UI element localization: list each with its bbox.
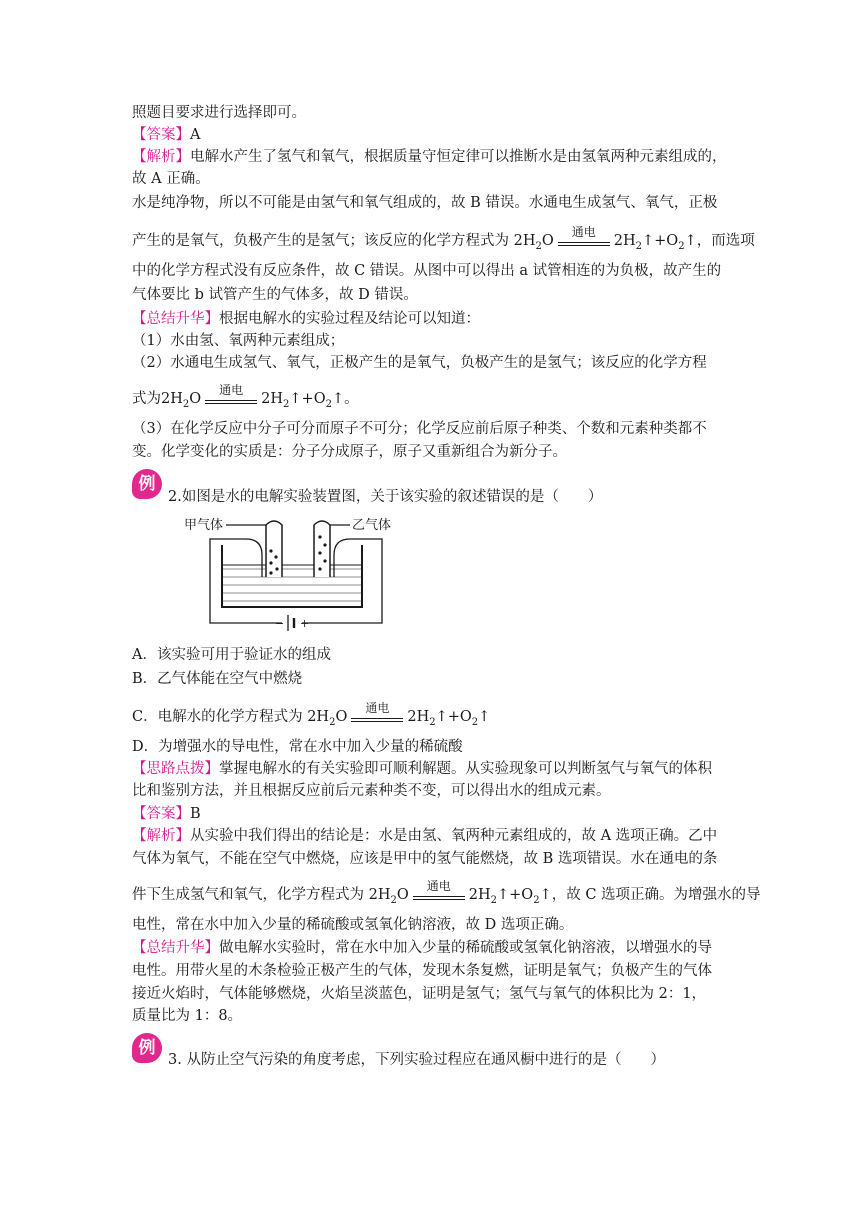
condition-label: 通电 <box>571 225 596 239</box>
text: C．电解水的化学方程式为 2H <box>132 709 330 725</box>
text-line: 故 A 正确。 <box>132 171 210 187</box>
text-line: （3）在化学反应中分子可分而原子不可分；化学反应前后原子种类、个数和元素种类都不 <box>132 421 707 437</box>
text-line: 电性，常在水中加入少量的稀硫酸或氢氧化钠溶液，故 D 选项正确。 <box>132 917 574 933</box>
text: 2H <box>613 233 636 249</box>
condition-label: 通电 <box>365 701 390 715</box>
text-line: 中的化学方程式没有反应条件，故 C 错误。从图中可以得出 a 试管相连的为负极，故产生的 <box>132 263 722 279</box>
gas-a-label: 甲气体 <box>184 518 224 533</box>
option-d: D．为增强水的导电性，常在水中加入少量的稀硫酸 <box>132 739 463 755</box>
summary-tag: 【总结升华】 <box>132 940 219 956</box>
example-badge-icon: 例 <box>132 469 162 499</box>
analysis-text: 电解水产生了氢气和氧气，根据质量守恒定律可以推断水是由氢氧两种元素组成的， <box>190 149 727 165</box>
text: 件下生成氢气和氧气，化学方程式为 2H <box>132 887 391 903</box>
summary-line <box>132 939 712 957</box>
analysis-tag: 【解析】 <box>132 828 190 844</box>
text-line: 气体要比 b 试管产生的气体多，故 D 错误。 <box>132 287 418 303</box>
option-b: B．乙气体能在空气中燃烧 <box>132 671 303 687</box>
summary-text: 做电解水实验时，常在水中加入少量的稀硫酸或氢氧化钠溶液，以增强水的导 <box>219 940 712 956</box>
text-line: 照题目要求进行选择即可。 <box>132 105 306 121</box>
option-a: A．该实验可用于验证水的组成 <box>132 647 331 663</box>
svg-text:−: − <box>275 617 285 630</box>
text-line: （1）水由氢、氧两种元素组成； <box>132 333 345 349</box>
summary-text: 根据电解水的实验过程及结论可以知道： <box>219 311 480 327</box>
text-line: 水是纯净物，所以不可能是由氢气和氧气组成的，故 B 错误。水通电生成氢气、氧气，正极 <box>132 195 718 211</box>
hint-line <box>132 760 712 778</box>
hint-tag: 【思路点拨】 <box>132 761 219 777</box>
option-c: C．电解水的化学方程式为 $2H_2O$ 通电 $2H_2↑+O_2↑$ <box>132 702 490 732</box>
equation-line: 式为$2H_2O$ 通电 $2H_2↑+O_2↑$。 <box>132 384 359 414</box>
text-line: 接近火焰时，气体能够燃烧，火焰呈淡蓝色，证明是氢气；氢气与氧气的体积比为 2：1， <box>132 986 707 1002</box>
reaction-arrow <box>413 880 465 910</box>
equation-line: 产生的是氧气，负极产生的是氢气；该反应的化学方程式为 $2H_2O$ 通电 $2H_2↑+O_2↑$，而选项 <box>132 226 755 256</box>
text-line: 比和鉴别方法，并且根据反应前后元素种类不变，可以得出水的组成元素。 <box>132 783 611 799</box>
answer-line <box>132 126 200 144</box>
summary-tag: 【总结升华】 <box>132 311 219 327</box>
hint-text: 掌握电解水的有关实验即可顺利解题。从实验现象可以判断氢气与氧气的体积 <box>219 761 712 777</box>
text-line: 气体为氧气，不能在空气中燃烧，应该是甲中的氢气能燃烧，故 B 选项错误。水在通电的条 <box>132 851 718 867</box>
condition-label: 通电 <box>219 383 244 397</box>
reaction-arrow <box>558 226 610 256</box>
text: ↑，故 C 选项正确。为增强水的导 <box>539 887 761 903</box>
text: ↑。 <box>331 391 359 407</box>
answer-line <box>132 805 201 823</box>
text: 产生的是氧气，负极产生的是氢气；该反应的化学方程式为 2H <box>132 233 536 249</box>
reaction-arrow <box>205 384 257 414</box>
text: ↑+O <box>642 233 679 249</box>
analysis-tag: 【解析】 <box>132 149 190 165</box>
answer-tag: 【答案】 <box>132 127 190 143</box>
text-line: 变。化学变化的实质是：分子分成原子，原子又重新组合为新分子。 <box>132 444 567 460</box>
question-stem: 2.如图是水的电解实验装置图，关于该实验的叙述错误的是（ ） <box>168 489 603 505</box>
analysis-line <box>132 827 717 845</box>
condition-label: 通电 <box>426 879 451 893</box>
answer-tag: 【答案】 <box>132 806 190 822</box>
summary-line <box>132 310 480 328</box>
electrolysis-diagram <box>182 515 412 635</box>
analysis-text: 从实验中我们得出的结论是：水是由氢、氧两种元素组成的，故 A 选项正确。乙中 <box>190 828 718 844</box>
svg-text:+: + <box>300 617 310 630</box>
text-line: （2）水通电生成氢气、氧气，正极产生的是氧气，负极产生的是氢气；该反应的化学方程 <box>132 355 707 371</box>
answer-value: A <box>190 127 201 143</box>
text-line: 质量比为 1：8。 <box>132 1008 243 1024</box>
equation-line: 件下生成氢气和氧气，化学方程式为 $2H_2O$ 通电 $2H_2↑+O_2↑$，故 C 选项正确。为增强水的导 <box>132 880 761 910</box>
example-badge-icon: 例 <box>132 1033 162 1063</box>
text: ↑，而选项 <box>684 233 755 249</box>
answer-value: B <box>190 806 201 822</box>
analysis-line <box>132 148 727 166</box>
text-line: 电性。用带火星的木条检验正极产生的气体，发现木条复燃，证明是氧气；负极产生的气体 <box>132 963 712 979</box>
gas-b-label: 乙气体 <box>352 518 392 533</box>
reaction-arrow <box>351 702 403 732</box>
question-stem: 3. 从防止空气污染的角度考虑，下列实验过程应在通风橱中进行的是（ ） <box>168 1052 665 1068</box>
text: 式为2H <box>132 391 183 407</box>
